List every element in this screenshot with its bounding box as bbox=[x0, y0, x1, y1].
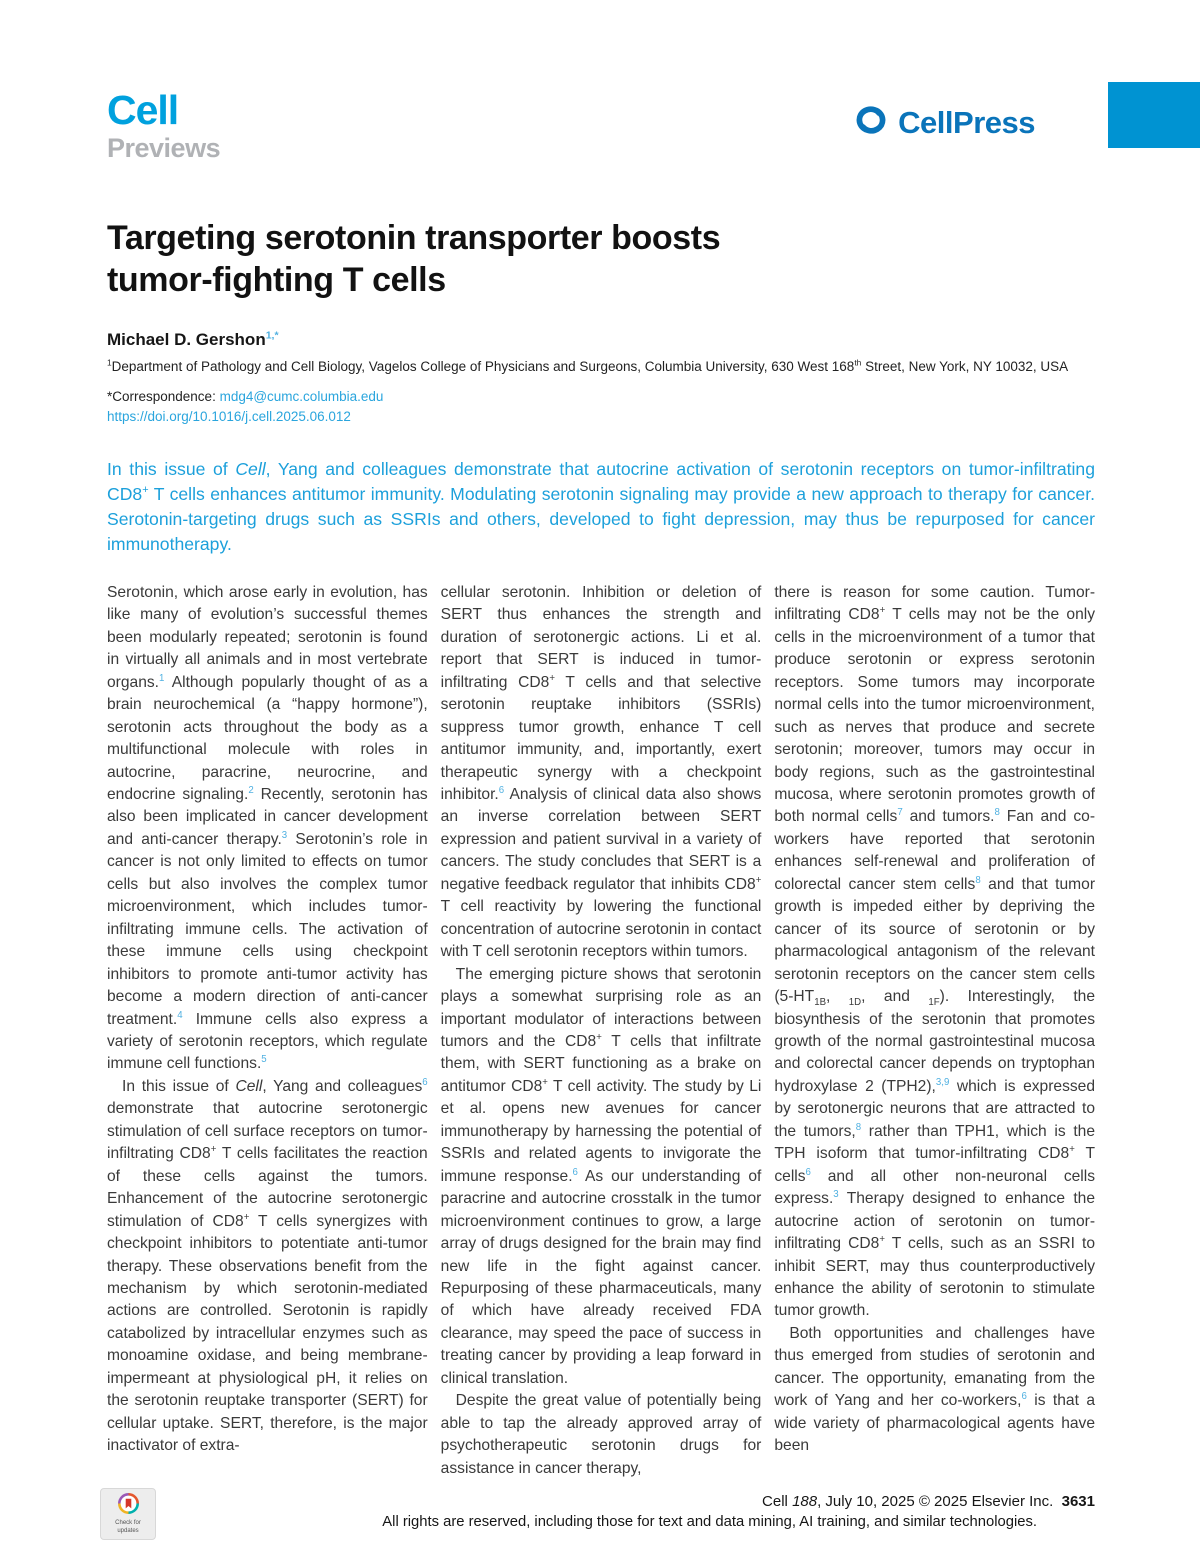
text-column bbox=[441, 582, 762, 1480]
paragraph: Both opportunities and challenges have thus emerged from studies of serotonin and cancer. The opportunity, emanating from the work of Yang and her co-workers,$^6$ is that a wide variety of pharmacological agents have been bbox=[774, 1324, 1096, 1455]
journal-brand bbox=[107, 87, 221, 163]
paragraph: Despite the great value of potentially being able to tap the already approved array of psychotherapeutic serotonin drugs for assistance in cancer therapy, bbox=[440, 1392, 762, 1477]
section-label: Previews bbox=[107, 133, 221, 163]
text-column bbox=[107, 582, 428, 1480]
crossmark-icon bbox=[118, 1493, 139, 1519]
paragraph: Serotonin, which arose early in evolution, has like many of evolution’s successful themes been modularly repeated; serotonin is found in virtually all animals and in most vertebrate organs.$^1$ Although popularly thought of as a brain neurochemical (a “happy hormone”), serotonin acts throughout the body as a multifunctional molecule with roles in autocrine, paracrine, neurocrine, and endocrine signaling.$^2$ Recently, serotonin has also been implicated in cancer development and anti-cancer therapy.$^3$ Serotonin’s role in cancer is not only limited to effects on tumor cells but also involves the complex tumor microenvironment, which includes tumor-infiltrating immune cells. The activation of these immune cells using checkpoint inhibitors to promote anti-tumor activity has become a modern direction of anti-cancer treatment.$^4$ Immune cells also express a variety of serotonin receptors, which regulate immune cell functions.$^5$ bbox=[107, 583, 428, 1073]
paragraph: cellular serotonin. Inhibition or deletion of SERT thus enhances the strength and duration of serotonergic actions. Li et al. report that SERT is induced in tumor-infiltrating CD8+ T cells and that selective serotonin reuptake inhibitors (SSRIs) suppress tumor growth, enhance T cell antitumor immunity, and, importantly, exert therapeutic synergy with a checkpoint inhibitor.$^6$ Analysis of clinical data also shows an inverse correlation between SERT expression and patient survival in a variety of cancers. The study concludes that SERT is a negative feedback regulator that inhibits CD8+ T cell reactivity by lowering the functional concentration of autocrine serotonin in contact with T cell serotonin receptors within tumors. bbox=[440, 583, 762, 961]
publisher-logo bbox=[853, 102, 1035, 143]
author-affiliation: $^1$Department of Pathology and Cell Biology, Vagelos College of Physicians and Surgeons, Columbia University, 630 West 168th Street, New York, NY 10032, USA bbox=[107, 357, 1069, 374]
correspondence-line[interactable]: *Correspondence: mdg4@cumc.columbia.edu bbox=[107, 388, 384, 404]
badge-label: Check for updates bbox=[115, 1520, 141, 1534]
page-corner-tab bbox=[1108, 82, 1200, 148]
rights-line: All rights are reserved, including those for text and data mining, AI training, and similar technologies. bbox=[382, 1514, 1037, 1530]
author-name: Michael D. Gershon$^{1,*}$ bbox=[107, 328, 279, 349]
page-footer bbox=[382, 1493, 1095, 1530]
article-title: Targeting serotonin transporter boosts tumor-fighting T cells bbox=[107, 219, 721, 299]
text-column bbox=[774, 582, 1095, 1480]
cellpress-logo-icon bbox=[853, 102, 889, 143]
abstract-paragraph: In this issue of Cell, Yang and colleagues demonstrate that autocrine activation of serotonin receptors on tumor-infiltrating CD8+ T cells enhances antitumor immunity. Modulating serotonin signaling may provide a new approach to therapy for cancer. Serotonin-targeting drugs such as SSRIs and others, developed to fight depression, may thus be repurposed for cancer immunotherapy. bbox=[107, 459, 1095, 554]
body-columns bbox=[107, 582, 1095, 1480]
publisher-name: CellPress bbox=[898, 104, 1035, 140]
doi-link[interactable]: https://doi.org/10.1016/j.cell.2025.06.012 bbox=[107, 408, 351, 424]
paragraph: there is reason for some caution. Tumor-infiltrating CD8+ T cells may not be the only cells in the microenvironment of a tumor that produce serotonin or express serotonin receptors. Some tumors may incorporate normal cells into the tumor microenvironment, such as nerves that produce and secrete serotonin; moreover, tumors may occur in body regions, such as the gastrointestinal mucosa, where serotonin promotes growth of both normal cells$^7$ and tumors.$^8$ Fan and co-workers have reported that serotonin enhances self-renewal and proliferation of colorectal cancer stem cells$^8$ and that tumor growth is impeded either by depriving the cancer of its source of serotonin or by pharmacological antagonism of the relevant serotonin receptors on the cancer stem cells ($5-HT_{1B}$, $_{1D}$, and $_{1F}$). Interestingly, the biosynthesis of the serotonin that promotes growth of the normal gastrointestinal mucosa and colorectal cancer depends on tryptophan hydroxylase 2 (TPH2),$^{3,9}$ which is expressed by serotonergic neurons that are attracted to the tumors,$^8$ rather than TPH1, which is the TPH isoform that tumor-infiltrating CD8+ T cells$^6$ and all other non-neuronal cells express.$^3$ Therapy designed to enhance the autocrine action of serotonin on tumor-infiltrating CD8+ T cells, such as an SSRI to inhibit SERT, may thus counterproductively enhance the ability of serotonin to stimulate tumor growth. bbox=[774, 583, 1096, 1320]
citation-line: Cell 188, July 10, 2025 © 2025 Elsevier Inc. 3631 bbox=[762, 1493, 1095, 1510]
page-header bbox=[107, 0, 1095, 162]
paragraph: The emerging picture shows that serotonin plays a somewhat surprising role as an important modulator of interactions between tumors and the CD8+ T cells that infiltrate them, with SERT functioning as a brake on antitumor CD8+ T cell activity. The study by Li et al. opens new avenues for cancer immunotherapy by harnessing the potential of SSRIs and related agents to invigorate the immune response.$^6$ As our understanding of paracrine and autocrine crosstalk in the tumor microenvironment continues to grow, a large array of drugs designed for the brain may find new life in the fight against cancer. Repurposing of these pharmaceuticals, many of which have already received FDA clearance, may speed the pace of success in treating cancer by providing a leap forward in clinical translation. bbox=[440, 965, 762, 1387]
paragraph: In this issue of Cell, Yang and colleagues$^6$ demonstrate that autocrine serotonergic stimulation of cell surface receptors on tumor-infiltrating CD8+ T cells facilitates the reaction of these cells against the tumors. Enhancement of the autocrine serotonergic stimulation of CD8+ T cells synergizes with checkpoint inhibitors to potentiate anti-tumor therapy. These observations benefit from the mechanism by which serotonin-mediated actions are controlled. Serotonin is rapidly catabolized by intracellular enzymes such as monoamine oxidase, and being membrane-impermeant at physiological pH, it relies on the serotonin reuptake transporter (SERT) for cellular uptake. SERT, therefore, is the major inactivator of extra- bbox=[107, 1076, 428, 1455]
check-for-updates-badge[interactable] bbox=[100, 1488, 156, 1540]
journal-logo: Cell bbox=[107, 87, 179, 133]
